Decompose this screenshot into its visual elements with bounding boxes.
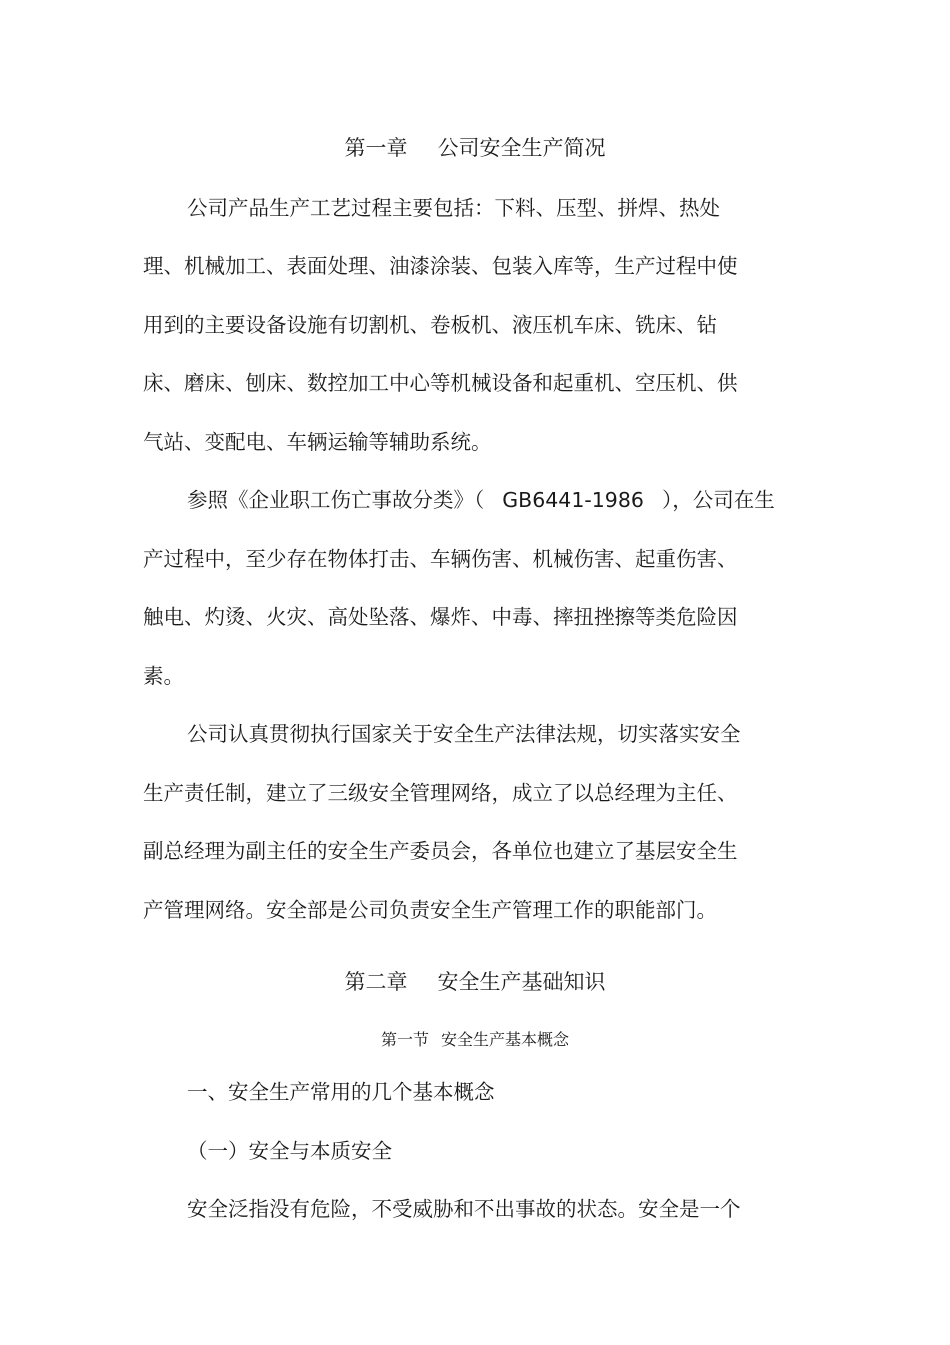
paragraph-line: 气站、变配电、车辆运输等辅助系统。 — [143, 430, 492, 454]
paragraph-line: 触电、灼烫、火灾、高处坠落、爆炸、中毒、摔扭挫擦等类危险因 — [143, 605, 738, 629]
paragraph-line: 副总经理为副主任的安全生产委员会，各单位也建立了基层安全生 — [143, 839, 738, 863]
paragraph-line: 安全泛指没有危险，不受威胁和不出事故的状态。安全是一个 — [187, 1197, 741, 1221]
paragraph-text: 参照《企业职工伤亡事故分类》（ — [187, 488, 485, 512]
subheading-1: 一、安全生产常用的几个基本概念 — [187, 1080, 495, 1104]
chapter-2-number: 第二章 — [344, 970, 408, 994]
chapter-1-title: 公司安全生产简况 — [437, 136, 606, 160]
paragraph-line: 产过程中，至少存在物体打击、车辆伤害、机械伤害、起重伤害、 — [143, 547, 738, 571]
section-1-number: 第一节 — [380, 1030, 429, 1049]
chapter-1-number: 第一章 — [344, 136, 408, 160]
paragraph-text: ），公司在生 — [661, 488, 775, 512]
section-1-heading — [0, 1026, 950, 1054]
paragraph-line: 生产责任制，建立了三级安全管理网络，成立了以总经理为主任、 — [143, 781, 738, 805]
paragraph-line: 理、机械加工、表面处理、油漆涂装、包装入库等，生产过程中使 — [143, 254, 738, 278]
paragraph-line: 公司认真贯彻执行国家关于安全生产法律法规，切实落实安全 — [187, 722, 741, 746]
chapter-2-heading — [0, 968, 950, 996]
standard-code: GB6441-1986 — [502, 488, 644, 512]
section-1-title: 安全生产基本概念 — [441, 1030, 570, 1049]
paragraph-line: 用到的主要设备设施有切割机、卷板机、液压机车床、铣床、钻 — [143, 313, 717, 337]
paragraph-line: 公司产品生产工艺过程主要包括：下料、压型、拼焊、热处 — [187, 196, 720, 220]
paragraph-line-with-standard — [187, 486, 775, 514]
chapter-2-title: 安全生产基础知识 — [437, 970, 606, 994]
paragraph-line: 产管理网络。安全部是公司负责安全生产管理工作的职能部门。 — [143, 898, 717, 922]
subheading-2: （一）安全与本质安全 — [187, 1139, 392, 1163]
paragraph-line: 素。 — [143, 664, 184, 688]
paragraph-line: 床、磨床、刨床、数控加工中心等机械设备和起重机、空压机、供 — [143, 371, 738, 395]
chapter-1-heading — [0, 134, 950, 162]
